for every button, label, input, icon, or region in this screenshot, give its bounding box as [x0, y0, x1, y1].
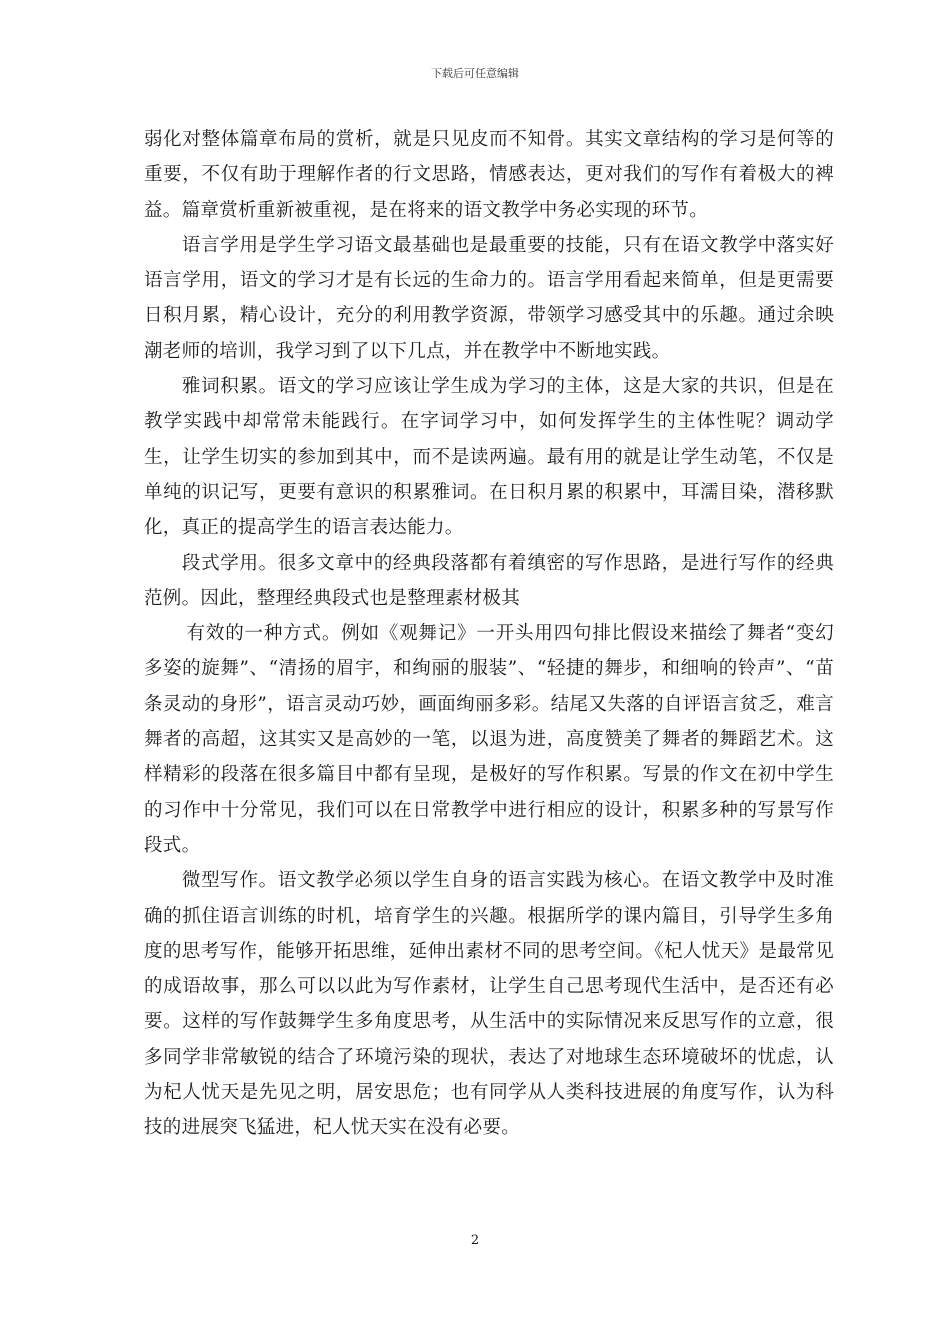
page-header: 下载后可任意编辑 [431, 67, 519, 80]
paragraph-vocabulary: 雅词积累。语文的学习应该让学生成为学习的主体，这是大家的共识，但是在教学实践中却常常未能践行。在字词学习中，如何发挥学生的主体性呢？调动学生，让学生切实的参加到其中，而不是读两遍。最有用的就是让学生动笔，不仅是单纯的识记写，更要有意识的积累雅词。在日积月累的积累中，耳濡目染，潜移默化，真正的提高学生的语言表达能力。 [144, 376, 834, 539]
document-body [144, 122, 834, 1146]
paragraph-continuation: 弱化对整体篇章布局的赏析，就是只见皮而不知骨。其实文章结构的学习是何等的重要，不仅有助于理解作者的行文思路，情感表达，更对我们的写作有着极大的裨益。篇章赏析重新被重视，是在将来的语文教学中务必实现的环节。 [144, 129, 834, 221]
page-number: 2 [470, 1233, 480, 1248]
paragraph-example: 有效的一种方式。例如《观舞记》一开头用四句排比假设来描绘了舞者“变幻多姿的旋舞”、“清扬的眉宇，和绚丽的服装”、“轻捷的舞步，和细响的铃声”、“苗条灵动的身形”，语言灵动巧妙，画面绚丽多彩。结尾又失落的自评语言贫乏，难言舞者的高超，这其实又是高妙的一笔，以退为进，高度赞美了舞者的舞蹈艺术。这样精彩的段落在很多篇目中都有呈现，是极好的写作积累。写景的作文在初中学生的习作中十分常见，我们可以在日常教学中进行相应的设计，积累多种的写景写作段式。 [144, 623, 834, 856]
paragraph-paragraph-patterns: 段式学用。很多文章中的经典段落都有着缜密的写作思路，是进行写作的经典范例。因此，整理经典段式也是整理素材极其 [144, 552, 834, 609]
paragraph-language-use: 语言学用是学生学习语文最基础也是最重要的技能，只有在语文教学中落实好语言学用，语文的学习才是有长远的生命力的。语言学用看起来简单，但是更需要日积月累，精心设计，充分的利用教学资源，带领学习感受其中的乐趣。通过余映潮老师的培训，我学习到了以下几点，并在教学中不断地实践。 [144, 234, 834, 362]
paragraph-micro-writing: 微型写作。语文教学必须以学生自身的语言实践为核心。在语文教学中及时准确的抓住语言训练的时机，培育学生的兴趣。根据所学的课内篇目，引导学生多角度的思考写作，能够开拓思维，延伸出素材不同的思考空间。《杞人忧天》是最常见的成语故事，那么可以以此为写作素材，让学生自己思考现代生活中，是否还有必要。这样的写作鼓舞学生多角度思考，从生活中的实际情况来反思写作的立意，很多同学非常敏锐的结合了环境污染的现状，表达了对地球生态环境破坏的忧虑，认为杞人忧天是先见之明，居安思危；也有同学从人类科技进展的角度写作，认为科技的进展突飞猛进，杞人忧天实在没有必要。 [144, 870, 834, 1139]
